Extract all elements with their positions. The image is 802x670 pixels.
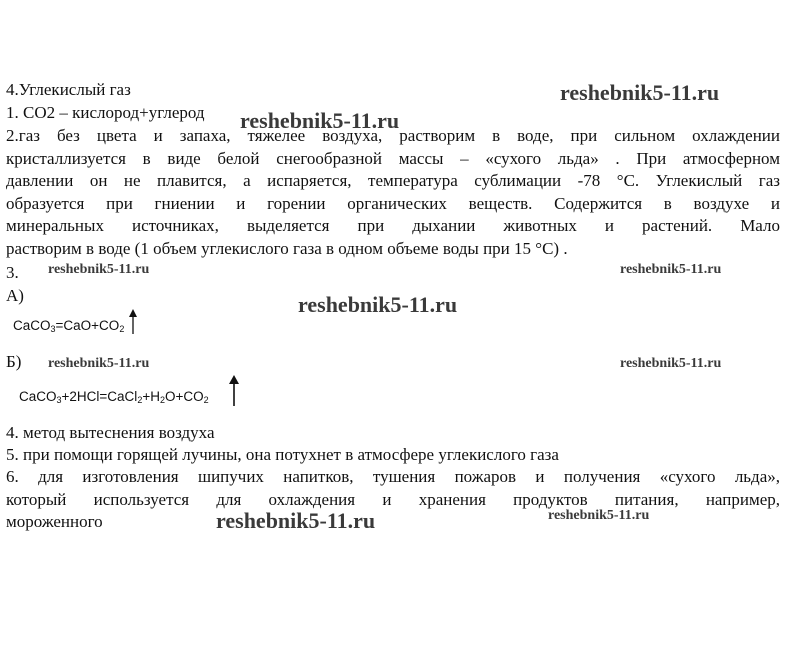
paragraph-line: минеральных источниках, выделяется при дыхании животных и растений. Мало [6,216,780,235]
answer-item-1: 1. СО2 – кислород+углерод [6,103,205,122]
paragraph-line: мороженного [6,512,103,531]
paragraph-line: 6. для изготовления шипучих напитков, тушения пожаров и получения «сухого льда», [6,467,780,486]
section-heading: 4.Углекислый газ [6,80,131,99]
paragraph-line: 2.газ без цвета и запаха, тяжелее воздуха, растворим в воде, при сильном охлаждении [6,126,780,145]
paragraph-line: образуется при гниении и горении органических веществ. Содержится в воздухе и [6,193,780,213]
watermark: reshebnik5-11.ru [620,262,722,277]
watermark: reshebnik5-11.ru [48,356,150,371]
watermark: reshebnik5-11.ru [216,508,376,533]
equation-a: $CaCO_3=CaO+CO_2$ [13,318,125,334]
watermark: reshebnik5-11.ru [48,262,150,277]
answer-item-2 [6,125,780,260]
watermark: reshebnik5-11.ru [620,356,722,371]
equation-b: $CaCO_3+2HCl=CaCl_2+H_2O+CO_2$ [19,389,209,405]
answer-item-6 [6,466,780,534]
paragraph-line: растворим в воде (1 объем углекислого газа в одном объеме воды при 15 °С) . [6,238,568,258]
watermark: reshebnik5-11.ru [298,292,458,317]
part-a-label: А) [6,286,24,305]
answer-item-3: 3. [6,263,19,282]
watermark: reshebnik5-11.ru [548,508,650,523]
gas-release-arrow-icon [228,375,240,407]
watermark: reshebnik5-11.ru [560,80,720,105]
part-b-label: Б) [6,352,22,371]
paragraph-line: кристаллизуется в виде белой снегообразной массы – «сухого льда» . При атмосферном [6,148,780,168]
gas-release-arrow-icon [128,309,138,335]
watermark: reshebnik5-11.ru [240,108,400,133]
answer-item-4: 4. метод вытеснения воздуха [6,423,215,442]
paragraph-line: давлении он не плавится, а испаряется, температура сублимации -78 °С. Углекислый газ [6,171,780,190]
paragraph-line: который используется для охлаждения и хранения продуктов питания, например, [6,489,780,509]
answer-item-5: 5. при помощи горящей лучины, она потухнет в атмосфере углекислого газа [6,445,559,464]
